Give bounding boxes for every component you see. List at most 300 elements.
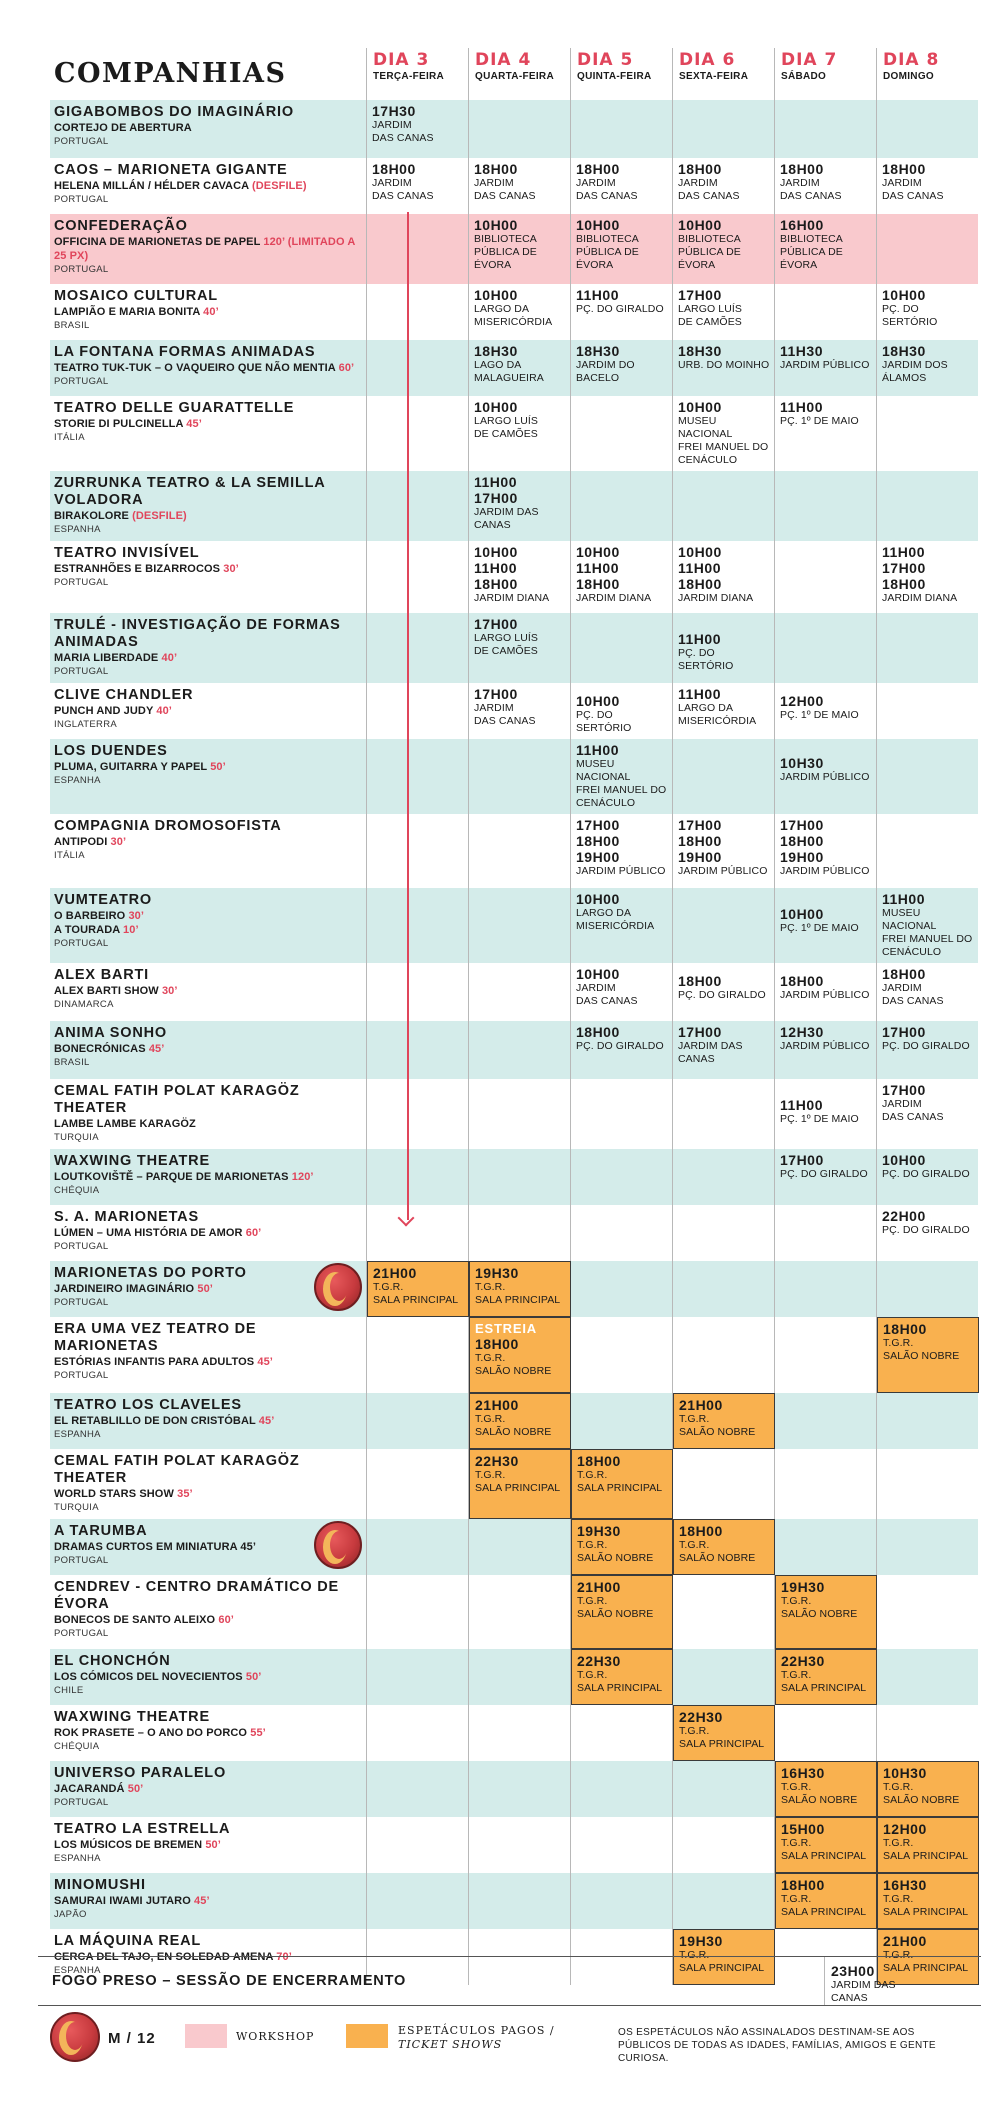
day-cell bbox=[571, 613, 673, 683]
show-slot bbox=[775, 814, 876, 882]
day-cell bbox=[775, 158, 877, 214]
company-cell bbox=[50, 814, 367, 888]
show-title bbox=[54, 835, 362, 849]
slot-venue: JARDIM DAS CANAS bbox=[372, 119, 434, 144]
slot-venue: JARDIM DIANA bbox=[882, 592, 958, 604]
m12-badge-icon bbox=[50, 2012, 100, 2062]
show-name: A TOURADA bbox=[54, 924, 124, 936]
slot-time: 10H00 bbox=[576, 693, 620, 709]
slot-venue: PÇ. 1º DE MAIO bbox=[780, 709, 859, 721]
workshop-swatch bbox=[185, 2024, 227, 2048]
show-title bbox=[54, 121, 362, 135]
day-cell bbox=[571, 1873, 673, 1929]
slot-venue: MUSEU NACIONAL FREI MANUEL DO CENÁCULO bbox=[882, 907, 973, 958]
day-cell bbox=[571, 1317, 673, 1393]
slot-time: 10H00 bbox=[678, 399, 722, 415]
company-name: CAOS – MARIONETA GIGANTE bbox=[54, 162, 288, 178]
day-cell bbox=[571, 340, 673, 396]
day-cell bbox=[673, 1079, 775, 1149]
show-name: EL RETABLILLO DE DON CRISTÓBAL bbox=[54, 1415, 259, 1427]
company-cell bbox=[50, 471, 367, 541]
paid-label bbox=[398, 2024, 555, 2052]
country: ESPANHA bbox=[54, 1965, 101, 1976]
day-cell bbox=[673, 1393, 775, 1449]
schedule-row bbox=[50, 888, 978, 963]
slot-time: 18H00 bbox=[780, 161, 824, 177]
company-cell bbox=[50, 1079, 367, 1149]
slot-venue: T.G.R. SALÃO NOBRE bbox=[475, 1352, 552, 1377]
show-duration: (DESFILE) bbox=[132, 510, 187, 522]
slot-time: 17H00 bbox=[474, 616, 518, 632]
workshop-label: WORKSHOP bbox=[236, 2030, 315, 2043]
show-slot bbox=[571, 541, 672, 609]
day-cell bbox=[469, 1761, 571, 1817]
weekday: SÁBADO bbox=[781, 71, 827, 82]
day-cell bbox=[877, 1649, 979, 1705]
slot-time: 16H00 bbox=[780, 217, 824, 233]
day-cell bbox=[571, 683, 673, 739]
slot-time: 18H00 bbox=[678, 973, 722, 989]
show-slot bbox=[673, 396, 774, 471]
day-cell bbox=[877, 100, 979, 158]
day-cell bbox=[571, 1519, 673, 1575]
company-cell bbox=[50, 541, 367, 613]
show-title bbox=[54, 1782, 362, 1796]
slot-time: 18H30 bbox=[882, 343, 926, 359]
slot-time: 17H00 bbox=[882, 1082, 926, 1098]
day-cell bbox=[469, 963, 571, 1021]
slot-time: 17H00 bbox=[780, 1152, 824, 1168]
slot-time: 11H00 17H00 bbox=[474, 474, 518, 506]
day-cell bbox=[367, 1261, 469, 1317]
day-cell bbox=[469, 1317, 571, 1393]
schedule-row bbox=[50, 1575, 978, 1649]
day-cell bbox=[571, 1021, 673, 1079]
country: DINAMARCA bbox=[54, 999, 114, 1010]
slot-venue: JARDIM DAS CANAS bbox=[831, 1979, 896, 2004]
slot-venue: PÇ. DO GIRALDO bbox=[678, 989, 766, 1001]
show-name: WORLD STARS SHOW bbox=[54, 1488, 178, 1500]
day-cell bbox=[775, 1149, 877, 1205]
slot-time: 17H00 18H00 19H00 bbox=[576, 817, 620, 865]
show-slot bbox=[877, 284, 978, 333]
day-cell bbox=[775, 340, 877, 396]
company-name: COMPAGNIA DROMOSOFISTA bbox=[54, 818, 282, 834]
slot-time: 10H00 11H00 18H00 bbox=[678, 544, 722, 592]
show-slot bbox=[877, 1817, 979, 1873]
show-name: BIRAKOLORE bbox=[54, 510, 133, 522]
slot-venue: PÇ. 1º DE MAIO bbox=[780, 922, 859, 934]
slot-time: 10H00 bbox=[474, 217, 518, 233]
schedule-row bbox=[50, 158, 978, 214]
day-cell bbox=[877, 888, 979, 963]
slot-time: 22H30 bbox=[679, 1709, 723, 1725]
day-cell bbox=[367, 963, 469, 1021]
slot-time: 17H00 18H00 19H00 bbox=[780, 817, 824, 865]
show-slot bbox=[571, 1575, 673, 1649]
day-cell bbox=[469, 396, 571, 471]
country: PORTUGAL bbox=[54, 1555, 109, 1566]
day-cell bbox=[469, 1649, 571, 1705]
slot-time: 10H00 bbox=[576, 891, 620, 907]
day-cell bbox=[469, 613, 571, 683]
arrow-line bbox=[407, 212, 409, 1220]
slot-venue: T.G.R. SALÃO NOBRE bbox=[679, 1539, 756, 1564]
day-cell bbox=[367, 1873, 469, 1929]
show-duration: 45’ bbox=[148, 1043, 165, 1055]
slot-venue: JARDIM DIANA bbox=[678, 592, 754, 604]
slot-venue: T.G.R. SALA PRINCIPAL bbox=[475, 1281, 561, 1306]
show-title bbox=[54, 704, 362, 718]
company-cell bbox=[50, 158, 367, 214]
show-name: JARDINEIRO IMAGINÁRIO bbox=[54, 1283, 198, 1295]
show-slot bbox=[571, 1449, 673, 1519]
m12-badge-icon bbox=[314, 1263, 362, 1311]
show-slot bbox=[469, 214, 570, 276]
show-slot bbox=[571, 963, 672, 1012]
day-cell bbox=[469, 1021, 571, 1079]
slot-venue: T.G.R. SALA PRINCIPAL bbox=[883, 1893, 969, 1918]
day-cell bbox=[775, 396, 877, 471]
slot-time: 22H30 bbox=[781, 1653, 825, 1669]
company-cell bbox=[50, 100, 367, 158]
slot-venue: PÇ. DO GIRALDO bbox=[780, 1168, 868, 1180]
show-duration: 45’ bbox=[194, 1895, 210, 1907]
day-cell bbox=[469, 1873, 571, 1929]
day-cell bbox=[571, 214, 673, 284]
show-slot bbox=[775, 158, 876, 207]
day-cell bbox=[877, 284, 979, 340]
day-cell bbox=[367, 739, 469, 814]
day-cell bbox=[571, 1149, 673, 1205]
day-cell bbox=[877, 1519, 979, 1575]
show-title bbox=[54, 760, 362, 774]
show-slot bbox=[673, 1705, 775, 1761]
show-slot bbox=[877, 1149, 978, 1185]
show-title bbox=[54, 417, 362, 431]
show-title bbox=[54, 509, 362, 523]
company-name: GIGABOMBOS DO IMAGINÁRIO bbox=[54, 104, 294, 120]
slot-venue: BIBLIOTECA PÚBLICA DE ÉVORA bbox=[678, 233, 741, 271]
country: PORTUGAL bbox=[54, 264, 109, 275]
day-cell bbox=[775, 284, 877, 340]
company-name: TRULÉ - INVESTIGAÇÃO DE FORMAS ANIMADAS bbox=[54, 617, 341, 650]
day-cell bbox=[673, 1519, 775, 1575]
show-duration: 50’ bbox=[197, 1283, 213, 1295]
slot-time: 10H00 bbox=[576, 966, 620, 982]
show-slot bbox=[775, 1079, 876, 1130]
day-cell bbox=[673, 471, 775, 541]
day-cell bbox=[367, 1575, 469, 1649]
schedule-row bbox=[50, 1817, 978, 1873]
show-name: LOS MÚSICOS DE BREMEN bbox=[54, 1839, 206, 1851]
schedule-row bbox=[50, 214, 978, 284]
day-cell bbox=[877, 214, 979, 284]
slot-venue: T.G.R. SALA PRINCIPAL bbox=[883, 1949, 969, 1974]
slot-time: 12H30 bbox=[780, 1024, 824, 1040]
day-cell bbox=[775, 1761, 877, 1817]
day-cell bbox=[367, 1021, 469, 1079]
day-cell bbox=[469, 158, 571, 214]
slot-venue: JARDIM DOS ÁLAMOS bbox=[882, 359, 948, 384]
show-slot bbox=[571, 683, 672, 739]
country: PORTUGAL bbox=[54, 136, 109, 147]
show-name: OFFICINA DE MARIONETAS DE PAPEL bbox=[54, 236, 264, 248]
closing-label: FOGO PRESO – SESSÃO DE ENCERRAMENTO bbox=[52, 1973, 407, 1989]
day-cell bbox=[877, 471, 979, 541]
legend bbox=[50, 2010, 970, 2080]
day-cell bbox=[775, 1817, 877, 1873]
day-cell bbox=[775, 888, 877, 963]
show-slot bbox=[775, 340, 876, 376]
show-name: PUNCH AND JUDY bbox=[54, 705, 157, 717]
show-name: LOS CÓMICOS DEL NOVECIENTOS bbox=[54, 1671, 246, 1683]
show-slot bbox=[571, 158, 672, 207]
slot-time: 11H00 17H00 18H00 bbox=[882, 544, 926, 592]
slot-time: 21H00 bbox=[577, 1579, 621, 1595]
show-name: JACARANDÁ bbox=[54, 1783, 128, 1795]
day-cell bbox=[775, 1519, 877, 1575]
country: PORTUGAL bbox=[54, 1370, 109, 1381]
slot-time: 10H00 bbox=[882, 1152, 926, 1168]
weekday: QUINTA-FEIRA bbox=[577, 71, 652, 82]
show-slot bbox=[673, 541, 774, 609]
day-cell bbox=[673, 683, 775, 739]
slot-time: 10H30 bbox=[883, 1765, 927, 1781]
schedule-body bbox=[50, 100, 978, 1985]
slot-time: 11H00 bbox=[576, 742, 619, 758]
day-cell bbox=[571, 1205, 673, 1261]
country: PORTUGAL bbox=[54, 577, 109, 588]
day-cell bbox=[469, 100, 571, 158]
show-slot bbox=[673, 963, 774, 1006]
schedule-row bbox=[50, 284, 978, 340]
slot-venue: LARGO DA MISERICÓRDIA bbox=[576, 907, 655, 932]
slot-time: 18H00 bbox=[576, 161, 620, 177]
show-title bbox=[54, 1726, 362, 1740]
slot-venue: PÇ. DO GIRALDO bbox=[882, 1224, 970, 1236]
slot-time: 10H00 bbox=[474, 287, 518, 303]
slot-venue: T.G.R. SALA PRINCIPAL bbox=[679, 1949, 765, 1974]
day-cell bbox=[571, 888, 673, 963]
show-name: CERCA DEL TAJO, EN SOLEDAD AMENA bbox=[54, 1951, 277, 1963]
show-title bbox=[54, 305, 362, 319]
show-slot bbox=[469, 1393, 571, 1449]
day-cell bbox=[367, 1205, 469, 1261]
show-slot bbox=[673, 814, 774, 882]
day-cell bbox=[469, 541, 571, 613]
day-cell bbox=[469, 471, 571, 541]
company-name: LA MÁQUINA REAL bbox=[54, 1933, 202, 1949]
day-cell bbox=[571, 1705, 673, 1761]
show-slot bbox=[775, 888, 876, 939]
day-cell bbox=[367, 541, 469, 613]
day-header-4 bbox=[469, 48, 571, 100]
show-duration: 10’ bbox=[123, 924, 139, 936]
day-cell bbox=[571, 100, 673, 158]
show-slot bbox=[877, 1317, 979, 1393]
show-slot bbox=[877, 888, 978, 963]
slot-time: 18H00 bbox=[576, 1024, 620, 1040]
company-name: CENDREV - CENTRO DRAMÁTICO DE ÉVORA bbox=[54, 1579, 340, 1612]
day-name: DIA 4 bbox=[475, 50, 532, 70]
day-cell bbox=[877, 1317, 979, 1393]
show-title bbox=[54, 1117, 362, 1131]
slot-venue: PÇ. DO SERTÓRIO bbox=[678, 647, 734, 672]
show-duration: 40’ bbox=[161, 652, 178, 664]
show-name: PLUMA, GUITARRA Y PAPEL bbox=[54, 761, 211, 773]
day-cell bbox=[877, 683, 979, 739]
day-cell bbox=[775, 214, 877, 284]
company-name: CONFEDERAÇÃO bbox=[54, 218, 188, 234]
company-name: LA FONTANA FORMAS ANIMADAS bbox=[54, 344, 316, 360]
slot-venue: JARDIM PÚBLICO bbox=[576, 865, 666, 877]
slot-time: 12H00 bbox=[883, 1821, 927, 1837]
show-title bbox=[54, 235, 362, 263]
weekday: DOMINGO bbox=[883, 71, 934, 82]
slot-time: 10H00 bbox=[576, 217, 620, 233]
slot-venue: LAGO DA MALAGUEIRA bbox=[474, 359, 544, 384]
show-name: LOUTKOVIŠTĚ – PARQUE DE MARIONETAS bbox=[54, 1171, 292, 1183]
slot-time: 12H00 bbox=[780, 693, 824, 709]
day-cell bbox=[673, 284, 775, 340]
show-title bbox=[54, 984, 362, 998]
slot-time: 10H00 bbox=[780, 906, 824, 922]
slot-time: 17H00 bbox=[678, 287, 722, 303]
country: PORTUGAL bbox=[54, 1797, 109, 1808]
show-duration: 45’ bbox=[258, 1415, 275, 1427]
show-name: LAMPIÃO E MARIA BONITA bbox=[54, 306, 204, 318]
slot-venue: T.G.R. SALA PRINCIPAL bbox=[781, 1893, 867, 1918]
show-duration: 30’ bbox=[161, 985, 178, 997]
schedule-row bbox=[50, 100, 978, 158]
slot-venue: PÇ. DO SERTÓRIO bbox=[882, 303, 938, 328]
day-cell bbox=[571, 396, 673, 471]
show-title bbox=[54, 923, 362, 937]
day-cell bbox=[367, 100, 469, 158]
company-name: TEATRO LA ESTRELLA bbox=[54, 1821, 231, 1837]
schedule-row bbox=[50, 1449, 978, 1519]
slot-venue: JARDIM PÚBLICO bbox=[780, 1040, 870, 1052]
show-name: LAMBE LAMBE KARAGÖZ bbox=[54, 1118, 196, 1130]
age-rating-label: M / 12 bbox=[108, 2030, 156, 2047]
slot-venue: BIBLIOTECA PÚBLICA DE ÉVORA bbox=[780, 233, 843, 271]
day-cell bbox=[673, 814, 775, 888]
day-cell bbox=[775, 1021, 877, 1079]
slot-time: 18H00 bbox=[678, 161, 722, 177]
country: ESPANHA bbox=[54, 524, 101, 535]
show-title bbox=[54, 562, 362, 576]
show-slot bbox=[469, 340, 570, 389]
slot-time: 19H30 bbox=[679, 1933, 723, 1949]
slot-time: 11H00 bbox=[576, 287, 619, 303]
country: PORTUGAL bbox=[54, 1241, 109, 1252]
day-cell bbox=[877, 814, 979, 888]
day-cell bbox=[775, 1649, 877, 1705]
company-cell bbox=[50, 1449, 367, 1519]
day-cell bbox=[469, 1519, 571, 1575]
day-cell bbox=[775, 1393, 877, 1449]
show-slot bbox=[367, 1261, 469, 1317]
company-name: LOS DUENDES bbox=[54, 743, 168, 759]
show-slot bbox=[673, 1393, 775, 1449]
show-title bbox=[54, 179, 362, 193]
slot-venue: T.G.R. SALA PRINCIPAL bbox=[475, 1469, 561, 1494]
show-name: STORIE DI PULCINELLA bbox=[54, 418, 187, 430]
show-title bbox=[54, 651, 362, 665]
schedule-row bbox=[50, 340, 978, 396]
country: ESPANHA bbox=[54, 1853, 101, 1864]
day-cell bbox=[877, 340, 979, 396]
slot-venue: T.G.R. SALA PRINCIPAL bbox=[883, 1837, 969, 1862]
day-cell bbox=[673, 1705, 775, 1761]
day-cell bbox=[877, 1149, 979, 1205]
country: PORTUGAL bbox=[54, 1628, 109, 1639]
paid-swatch bbox=[346, 2024, 388, 2048]
day-cell bbox=[673, 613, 775, 683]
company-cell bbox=[50, 683, 367, 739]
slot-venue: JARDIM DO BACELO bbox=[576, 359, 635, 384]
country: PORTUGAL bbox=[54, 376, 109, 387]
company-name: ANIMA SONHO bbox=[54, 1025, 167, 1041]
day-cell bbox=[877, 158, 979, 214]
show-slot bbox=[775, 1021, 876, 1057]
company-cell bbox=[50, 1649, 367, 1705]
day-cell bbox=[877, 1261, 979, 1317]
show-duration: 50’ bbox=[210, 761, 226, 773]
slot-time: 18H00 bbox=[781, 1877, 825, 1893]
day-cell bbox=[571, 1575, 673, 1649]
audience-note: OS ESPETÁCULOS NÃO ASSINALADOS DESTINAM-SE AOS PÚBLICOS DE TODAS AS IDADES, FAMÍLIAS, AMIGOS E GENTE CURIOSA. bbox=[618, 2027, 936, 2064]
country: PORTUGAL bbox=[54, 1297, 109, 1308]
day-cell bbox=[673, 1575, 775, 1649]
show-name: CORTEJO DE ABERTURA bbox=[54, 122, 192, 134]
show-slot bbox=[673, 158, 774, 207]
day-cell bbox=[673, 1449, 775, 1519]
slot-time: 21H00 bbox=[373, 1265, 417, 1281]
schedule-row bbox=[50, 1519, 978, 1575]
slot-venue: JARDIM DAS CANAS bbox=[372, 177, 434, 202]
day-cell bbox=[367, 158, 469, 214]
day-name: DIA 7 bbox=[781, 50, 838, 70]
show-name: DRAMAS CURTOS EM MINIATURA 45’ bbox=[54, 1541, 257, 1553]
weekday: TERÇA-FEIRA bbox=[373, 71, 445, 82]
slot-time: 10H00 bbox=[678, 217, 722, 233]
day-cell bbox=[367, 1079, 469, 1149]
slot-time: 22H30 bbox=[475, 1453, 519, 1469]
show-duration: 35’ bbox=[177, 1488, 193, 1500]
show-slot bbox=[877, 1205, 978, 1241]
day-cell bbox=[367, 340, 469, 396]
show-slot bbox=[877, 158, 978, 207]
day-cell bbox=[673, 340, 775, 396]
closing-slot bbox=[824, 1957, 918, 2005]
show-name: HELENA MILLÁN / HÉLDER CAVACA bbox=[54, 180, 252, 192]
show-slot bbox=[571, 1649, 673, 1705]
slot-venue: JARDIM DAS CANAS bbox=[678, 177, 740, 202]
show-slot bbox=[877, 340, 978, 389]
company-cell bbox=[50, 1575, 367, 1649]
day-cell bbox=[775, 1575, 877, 1649]
schedule-row bbox=[50, 963, 978, 1021]
show-slot bbox=[571, 1519, 673, 1575]
company-cell bbox=[50, 1149, 367, 1205]
day-cell bbox=[469, 1705, 571, 1761]
slot-venue: PÇ. DO GIRALDO bbox=[882, 1040, 970, 1052]
country: JAPÃO bbox=[54, 1909, 87, 1920]
show-duration: 30’ bbox=[128, 910, 145, 922]
country: PORTUGAL bbox=[54, 938, 109, 949]
